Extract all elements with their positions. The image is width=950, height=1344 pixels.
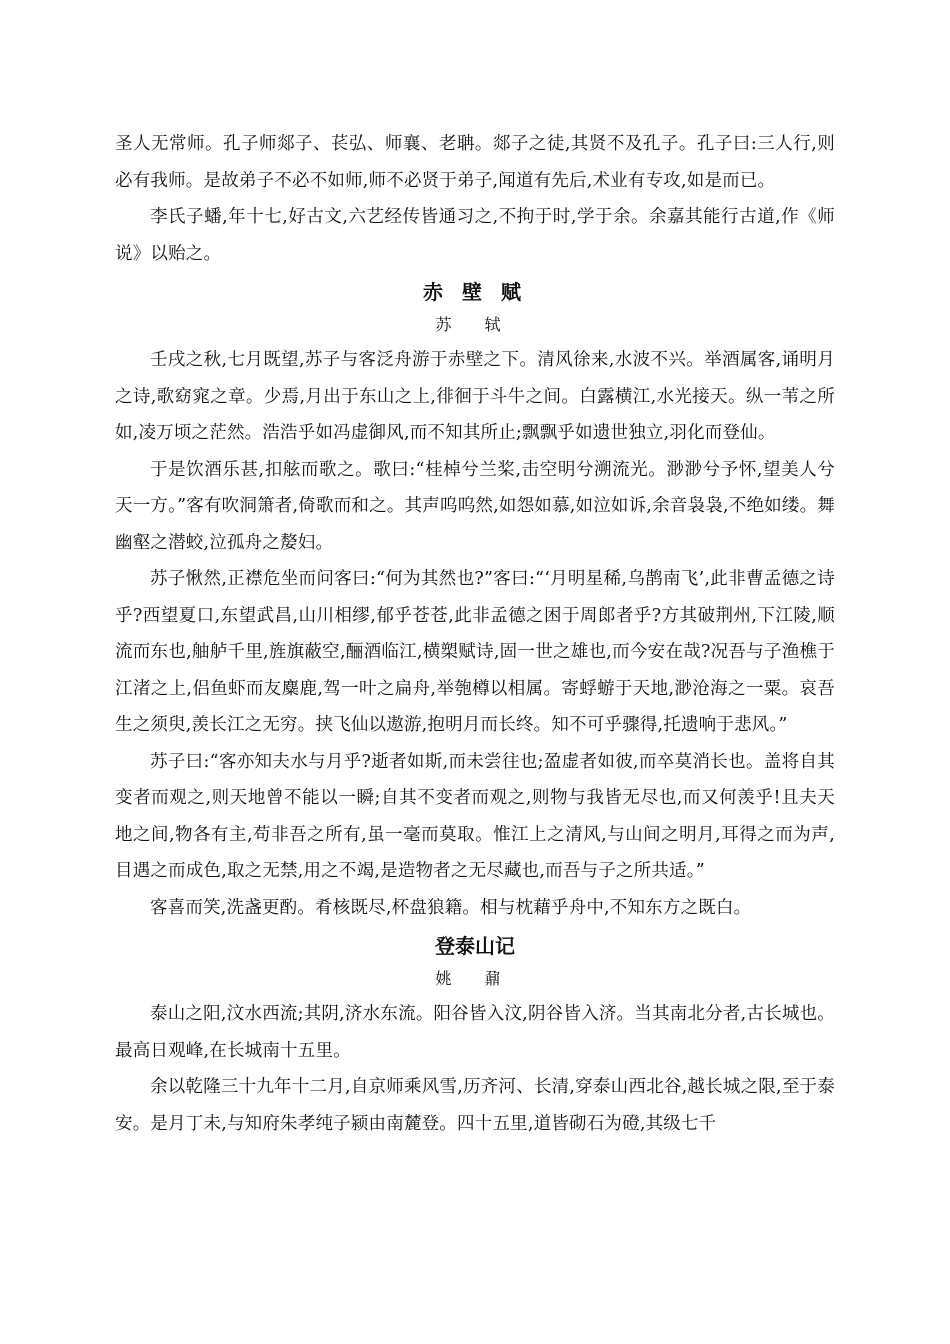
document-page — [115, 126, 835, 1142]
author-name: 苏 轼 — [435, 315, 515, 334]
shishuo-excerpt — [115, 126, 835, 272]
paragraph: 余以乾隆三十九年十二月,自京师乘风雪,历齐河、长清,穿泰山西北谷,越长城之限,至于泰安。是月丁未,与知府朱孝纯子颍由南麓登。四十五里,道皆砌石为磴,其级七千 — [115, 1077, 835, 1134]
section-title: 登泰山记 — [435, 934, 515, 958]
author-name: 姚 鼐 — [435, 969, 515, 988]
paragraph: 李氏子蟠,年十七,好古文,六艺经传皆通习之,不拘于时,学于余。余嘉其能行古道,作《师说》以贻之。 — [115, 207, 835, 264]
paragraph: 于是饮酒乐甚,扣舷而歌之。歌曰:“桂棹兮兰桨,击空明兮溯流光。渺渺兮予怀,望美人兮天一方。”客有吹洞箫者,倚歌而和之。其声呜呜然,如怨如慕,如泣如诉,余音袅袅,不绝如缕。舞幽壑之潜蛟,泣孤舟之嫠妇。 — [115, 459, 835, 553]
paragraph: 圣人无常师。孔子师郯子、苌弘、师襄、老聃。郯子之徒,其贤不及孔子。孔子曰:三人行,则必有我师。是故弟子不必不如师,师不必贤于弟子,闻道有先后,术业有专攻,如是而已。 — [115, 134, 835, 191]
dengtaishanji-section — [115, 928, 835, 1142]
paragraph: 泰山之阳,汶水西流;其阴,济水东流。阳谷皆入汶,阴谷皆入济。当其南北分者,古长城也。最高日观峰,在长城南十五里。 — [115, 1004, 835, 1061]
paragraph: 苏子曰:“客亦知夫水与月乎?逝者如斯,而未尝往也;盈虚者如彼,而卒莫消长也。盖将自其变者而观之,则天地曾不能以一瞬;自其不变者而观之,则物与我皆无尽也,而又何羡乎!且夫天地之间,物各有主,苟非吾之所有,虽一毫而莫取。惟江上之清风,与山间之明月,耳得之而为声,目遇之而成色,取之无禁,用之不竭,是造物者之无尽藏也,而吾与子之所共适。” — [115, 751, 835, 881]
paragraph: 壬戌之秋,七月既望,苏子与客泛舟游于赤壁之下。清风徐来,水波不兴。举酒属客,诵明月之诗,歌窈窕之章。少焉,月出于东山之上,徘徊于斗牛之间。白露横江,水光接天。纵一苇之所如,凌万顷之茫然。浩浩乎如冯虚御风,而不知其所止;飘飘乎如遗世独立,羽化而登仙。 — [115, 350, 835, 443]
paragraph: 客喜而笑,洗盏更酌。肴核既尽,杯盘狼籍。相与枕藉乎舟中,不知东方之既白。 — [150, 897, 752, 918]
paragraph: 苏子愀然,正襟危坐而问客曰:“何为其然也?”客曰:“‘月明星稀,乌鹊南飞’,此非曹孟德之诗乎?西望夏口,东望武昌,山川相缪,郁乎苍苍,此非孟德之困于周郎者乎?方其破荆州,下江陵,顺流而东也,舳舻千里,旌旗蔽空,酾酒临江,横槊赋诗,固一世之雄也,而今安在哉?况吾与子渔樵于江渚之上,侣鱼虾而友麋鹿,驾一叶之扁舟,举匏樽以相属。寄蜉蝣于天地,渺沧海之一粟。哀吾生之须臾,羡长江之无穷。挟飞仙以遨游,抱明月而长终。知不可乎骤得,托遗响于悲风。” — [115, 569, 835, 735]
chibifu-section — [115, 274, 835, 926]
section-title: 赤 壁 赋 — [423, 280, 527, 304]
